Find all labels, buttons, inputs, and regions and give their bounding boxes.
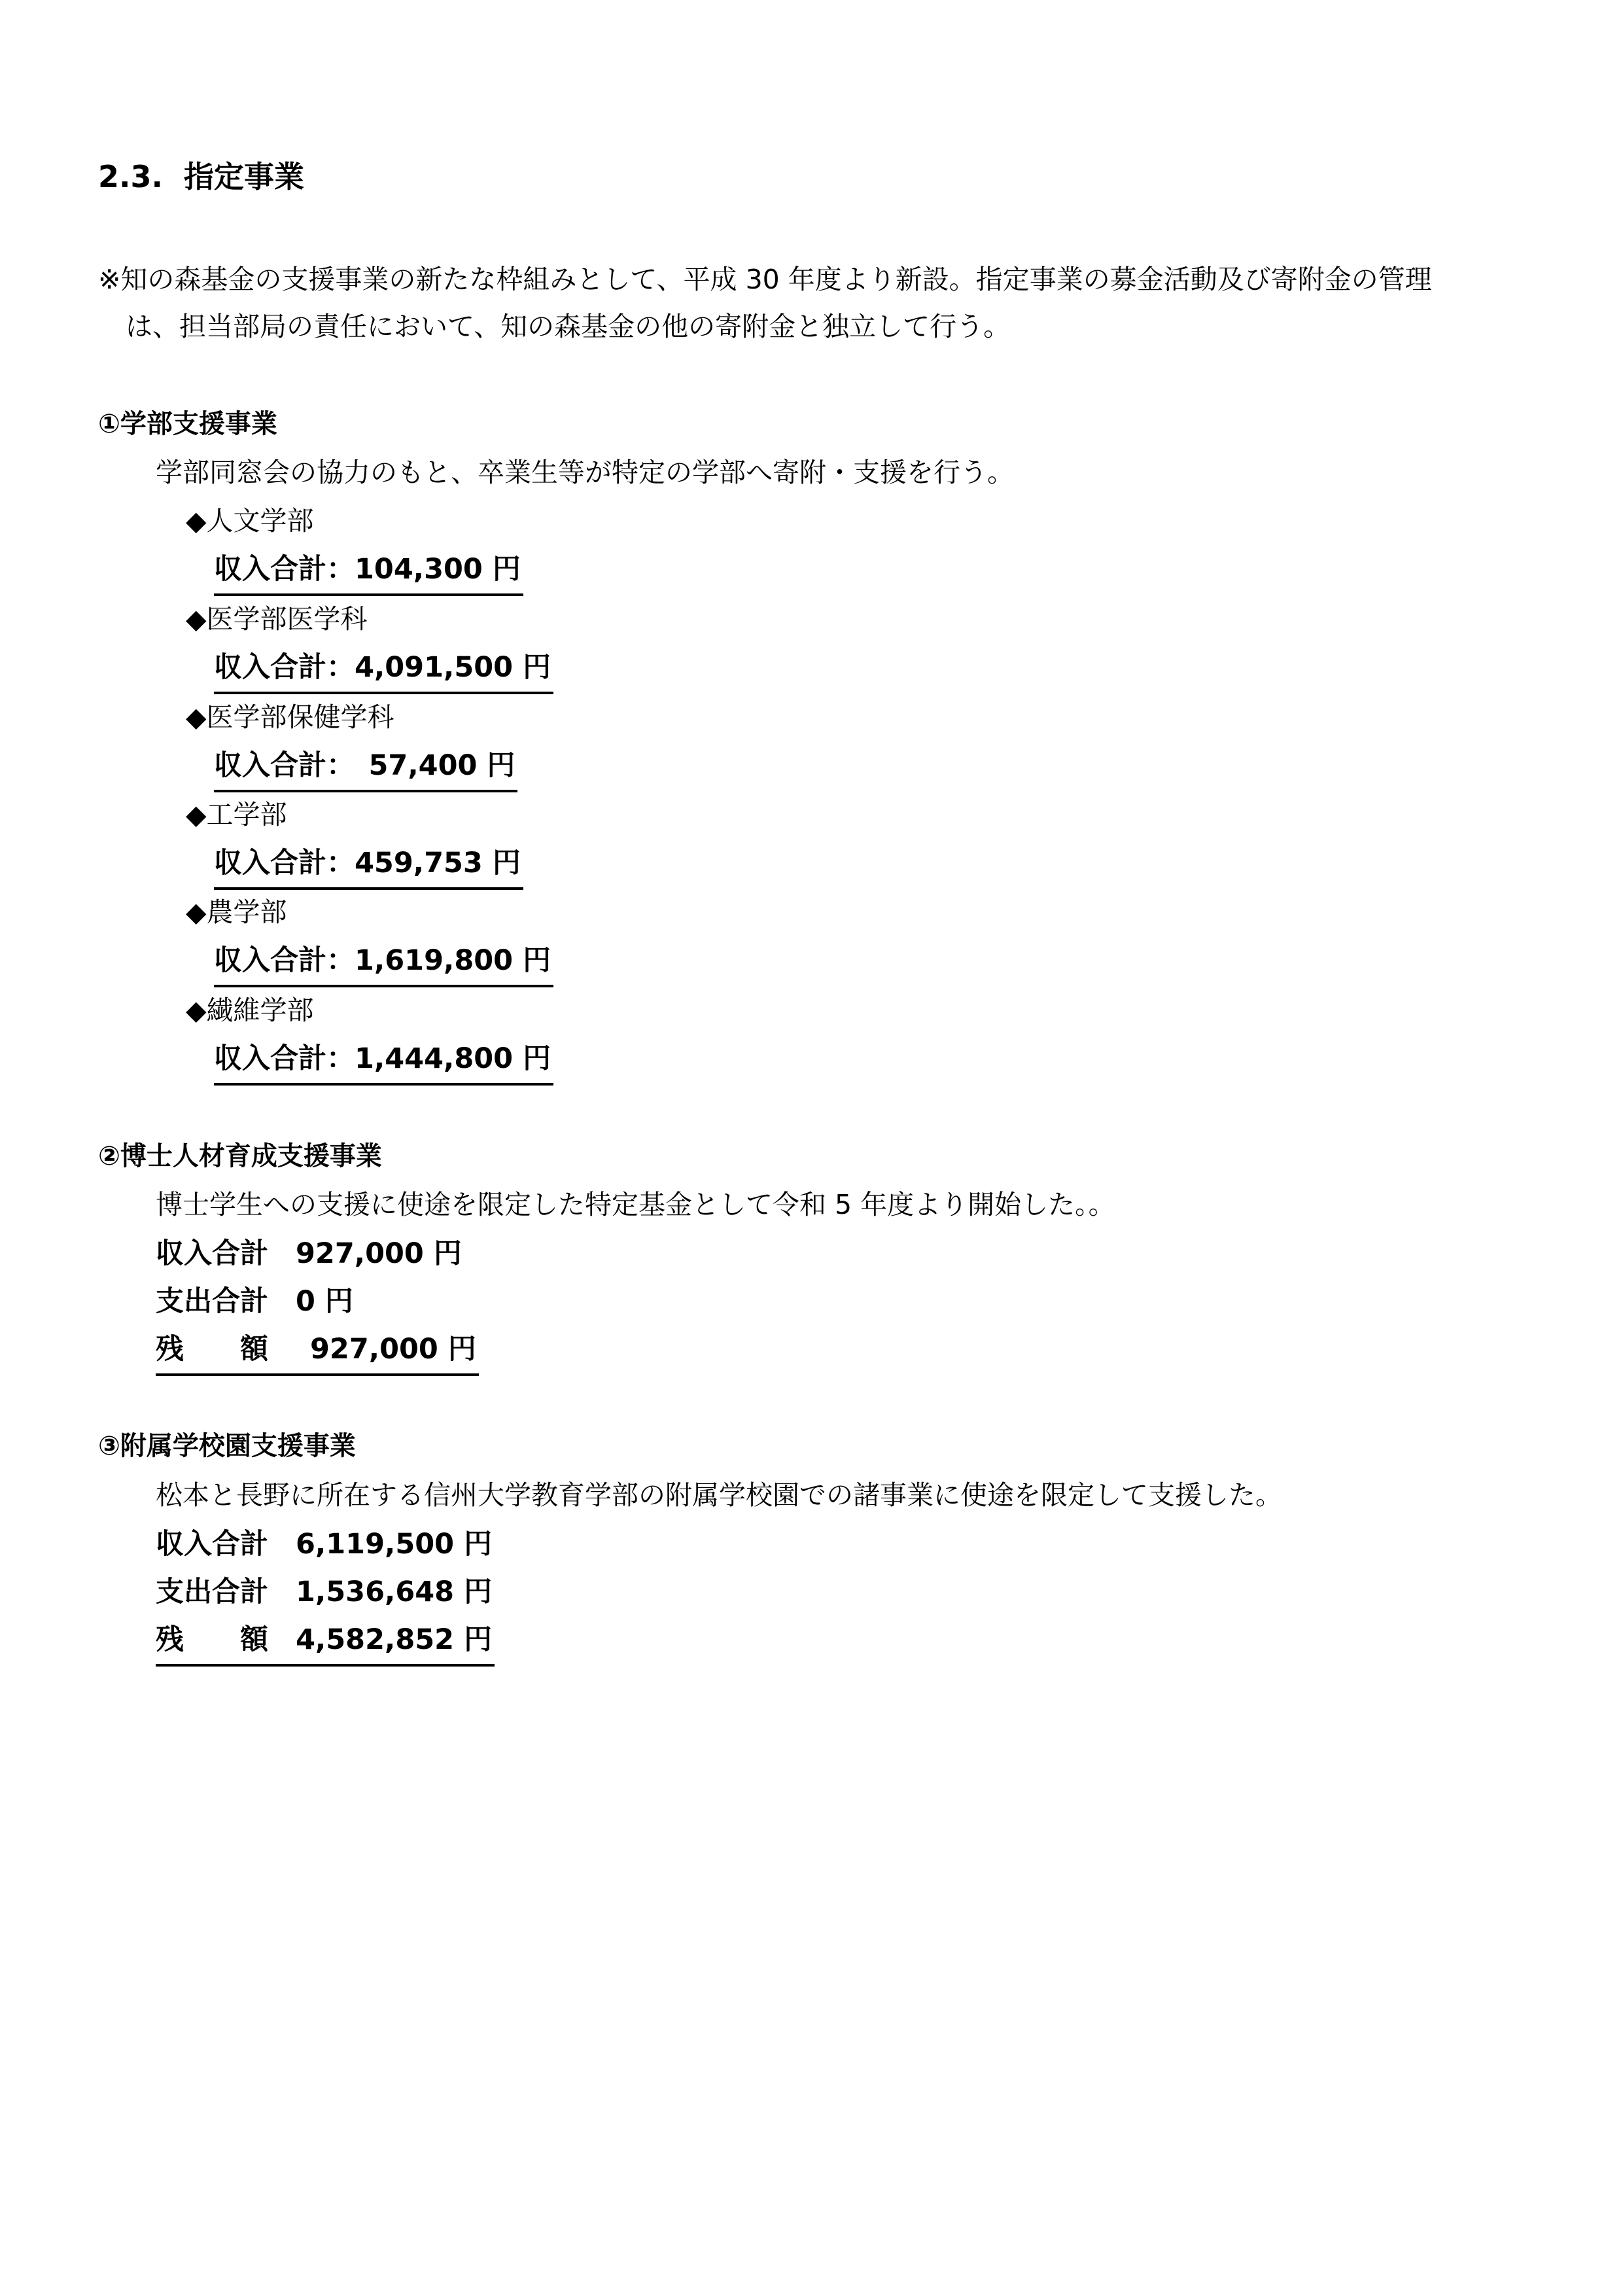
dept-name: ◆工学部 [186,799,287,830]
section-title: 指定事業 [184,159,304,194]
balance-label: 残 額 [156,1333,268,1366]
income-label: 収入合計 [156,1528,268,1561]
school-support-heading: ③附属学校園支援事業 [98,1431,356,1461]
school-balance-row [156,1617,495,1667]
doctoral-balance-row [156,1327,479,1376]
doctoral-support-description: 博士学生への支援に使途を限定した特定基金として令和 5 年度より開始した。。 [156,1189,1115,1220]
income-label: 収入合計 [156,1237,268,1270]
dept-total: 収入合計：104,300 円 [214,547,523,596]
dept-name: ◆医学部保健学科 [186,701,394,733]
expense-label: 支出合計 [156,1576,268,1608]
expense-value: 1,536,648 円 [296,1576,493,1608]
dept-total: 収入合計：1,619,800 円 [214,938,553,987]
balance-label: 残 額 [156,1623,268,1656]
section-number: 2.3. [98,159,163,194]
doctoral-expense-row [156,1279,353,1319]
note-line-2: は、担当部局の責任において、知の森基金の他の寄附金と独立して行う。 [126,311,1011,342]
note-line-1: ※知の森基金の支援事業の新たな枠組みとして、平成 30 年度より新設。指定事業の募金活動及び寄附金の管理 [98,264,1432,295]
dept-name: ◆繊維学部 [186,995,314,1026]
school-expense-row [156,1570,492,1610]
doctoral-income-row [156,1231,462,1271]
dept-total: 収入合計： 57,400 円 [214,743,517,792]
dept-total: 収入合計：459,753 円 [214,841,523,890]
dept-name: ◆人文学部 [186,505,314,537]
faculty-support-description: 学部同窓会の協力のもと、卒業生等が特定の学部へ寄附・支援を行う。 [156,457,1014,488]
income-value: 927,000 円 [296,1237,462,1270]
balance-value: 927,000 円 [310,1333,476,1366]
balance-value: 4,582,852 円 [296,1623,493,1656]
dept-name: ◆農学部 [186,896,287,928]
section-heading [98,153,304,196]
income-value: 6,119,500 円 [296,1528,493,1561]
dept-total: 収入合計：4,091,500 円 [214,645,553,694]
faculty-support-heading: ①学部支援事業 [98,409,277,439]
expense-label: 支出合計 [156,1285,268,1318]
doctoral-support-heading: ②博士人材育成支援事業 [98,1141,382,1171]
expense-value: 0 円 [296,1285,353,1318]
school-income-row [156,1522,492,1562]
dept-total: 収入合計：1,444,800 円 [214,1036,553,1086]
school-support-description: 松本と長野に所在する信州大学教育学部の附属学校園での諸事業に使途を限定して支援した。 [156,1479,1282,1511]
dept-name: ◆医学部医学科 [186,603,368,635]
